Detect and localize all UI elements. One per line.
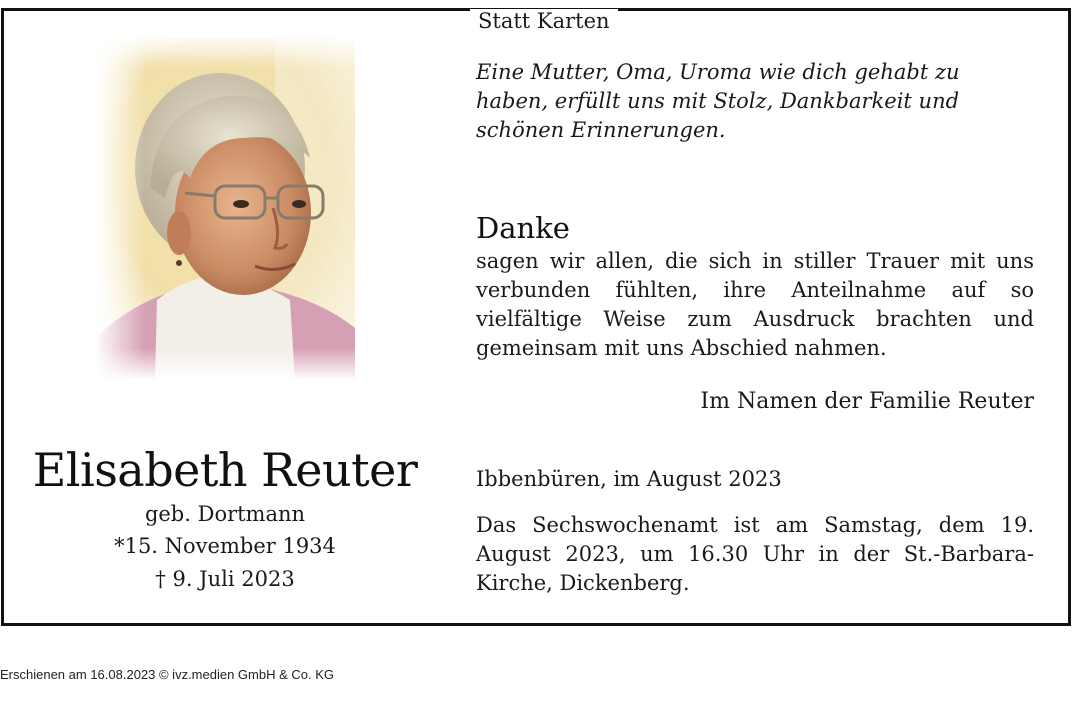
death-date: † 9. Juli 2023 bbox=[155, 567, 295, 591]
deceased-info bbox=[20, 440, 430, 596]
family-signature: Im Namen der Familie Reuter bbox=[700, 389, 1034, 414]
thanks-heading: Danke bbox=[476, 211, 570, 245]
publication-footer: Erschienen am 16.08.2023 © ivz.medien GmbH & Co. KG bbox=[0, 667, 335, 682]
service-info: Das Sechswochenamt ist am Samstag, dem 19. August 2023, um 16.30 Uhr in der St.-Barbara-Kirche, Dickenberg. bbox=[476, 513, 1034, 595]
portrait-photo bbox=[95, 38, 355, 380]
birth-date: *15. November 1934 bbox=[114, 534, 336, 558]
birth-name: geb. Dortmann bbox=[144, 502, 306, 526]
header-label: Statt Karten bbox=[470, 9, 618, 33]
quote-text: Eine Mutter, Oma, Uroma wie dich gehabt zu haben, erfüllt uns mit Stolz, Dankbarkeit und schönen Erinnerungen. bbox=[476, 60, 960, 142]
place-date: Ibbenbüren, im August 2023 bbox=[476, 467, 782, 491]
thanks-text: sagen wir allen, die sich in stiller Trauer mit uns verbunden fühlten, ihre Anteilnahme auf so vielfältige Weise zum Ausdruck brachten und gemeinsam mit uns Abschied nahmen. bbox=[476, 249, 1034, 360]
deceased-name: Elisabeth Reuter bbox=[32, 443, 418, 497]
